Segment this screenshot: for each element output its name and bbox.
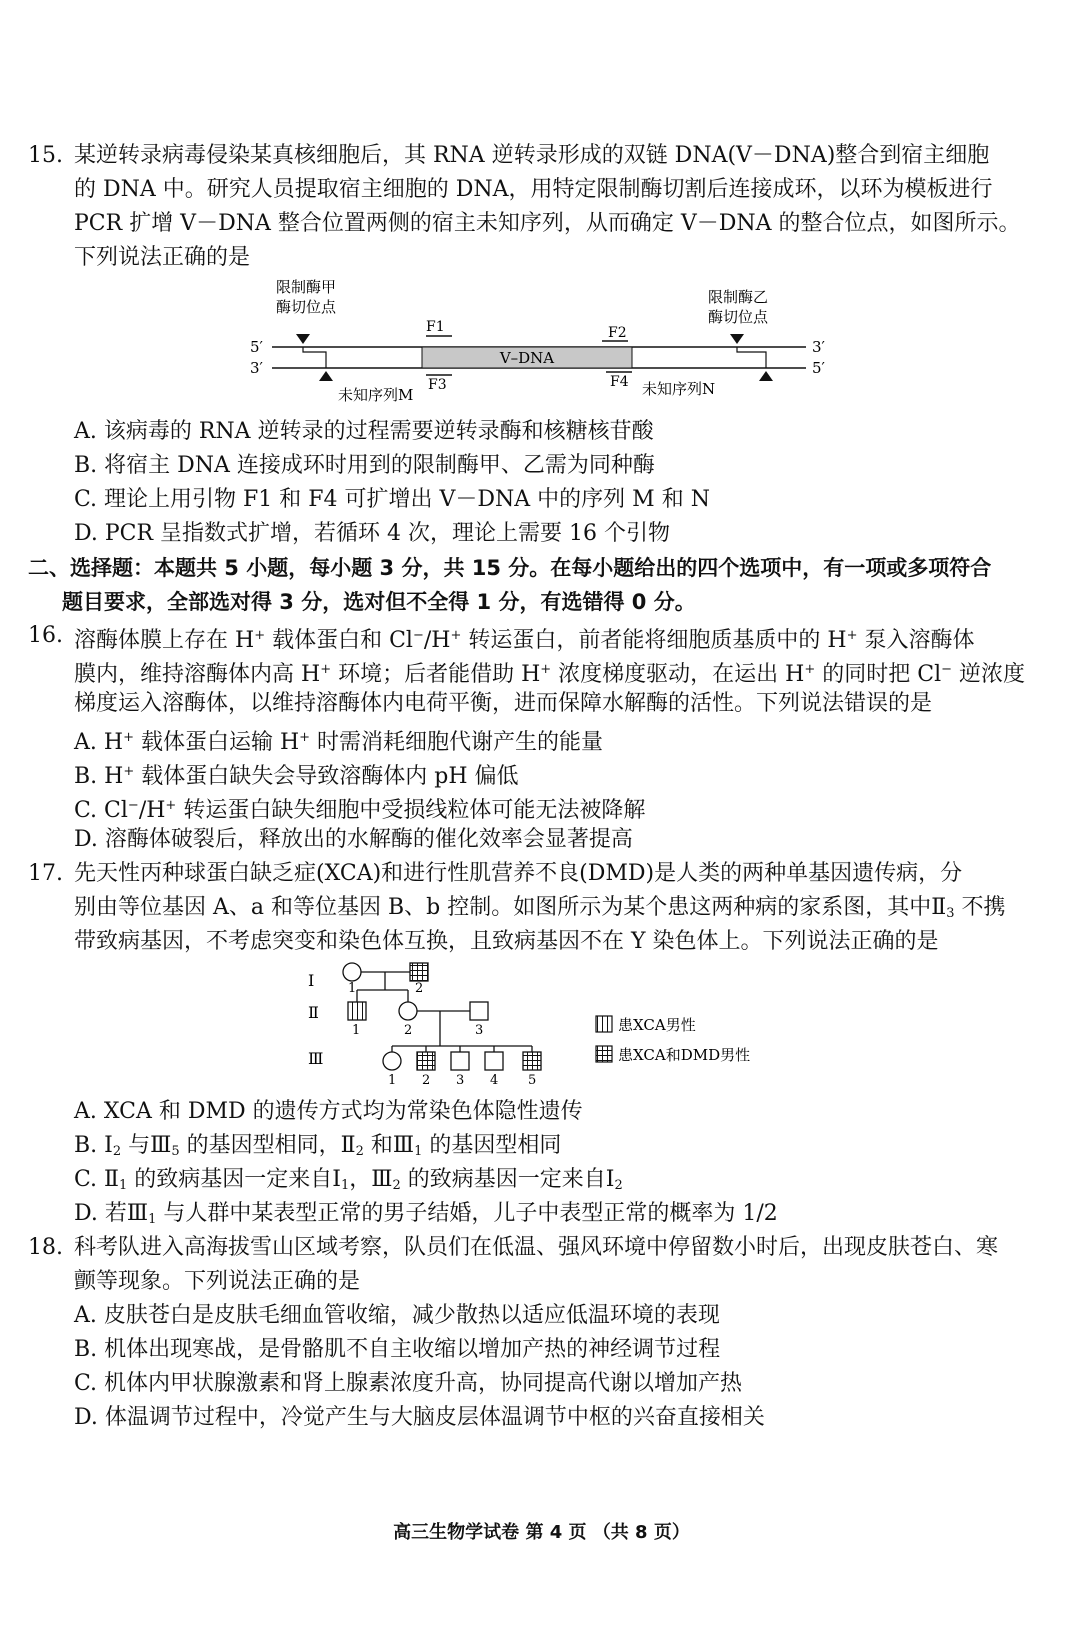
primer-f1-label: F1 <box>426 319 445 335</box>
generation-1-label: Ⅰ <box>308 971 315 990</box>
q18-option-b: B. 机体出现寒战，是骨骼肌不自主收缩以增加产热的神经调节过程 <box>74 1337 721 1362</box>
q18-line-1: 科考队进入高海拔雪山区域考察，队员们在低温、强风环境中停留数小时后，出现皮肤苍白、寒 <box>74 1235 999 1260</box>
q17-option-d: D. 若$Ⅲ_1$ 与人群中某表型正常的男子结婚，儿子中表型正常的概率为 1/2 <box>74 1201 778 1227</box>
q18-line-2: 颤等现象。下列说法正确的是 <box>74 1269 361 1294</box>
q15-line-1: 某逆转录病毒侵染某真核细胞后，其 RNA 逆转录形成的双链 DNA(V－DNA)整合到宿主细胞 <box>74 143 990 168</box>
pedigree-diagram <box>300 958 800 1090</box>
q15-line-4: 下列说法正确的是 <box>74 245 251 270</box>
q18-option-c: C. 机体内甲状腺激素和肾上腺素浓度升高，协同提高代谢以增加产热 <box>74 1371 743 1396</box>
q17-line-2: 别由等位基因 A、a 和等位基因 B、b 控制。如图所示为某个患这两种病的家系图，其中$Ⅱ_3$ 不携 <box>74 895 1006 921</box>
svg-text:2: 2 <box>404 1023 413 1038</box>
strand-bottom-left-label: 3′ <box>250 359 263 377</box>
q18-option-a: A. 皮肤苍白是皮肤毛细血管收缩，减少散热以适应低温环境的表现 <box>74 1303 720 1328</box>
q16-line-1: 溶酶体膜上存在 H+ 载体蛋白和 Cl−/H+ 转运蛋白，前者能将细胞质基质中的 H+ 泵入溶酶体 <box>74 628 975 653</box>
generation-3-label: Ⅲ <box>308 1049 324 1068</box>
svg-text:1: 1 <box>348 981 357 996</box>
question-number-18: 18. <box>28 1235 63 1260</box>
legend-xca-label: 患XCA男性 <box>618 1016 696 1034</box>
q15-option-a: A. 该病毒的 RNA 逆转录的过程需要逆转录酶和核糖核苷酸 <box>74 419 654 444</box>
q16-option-b: B. H+ 载体蛋白缺失会导致溶酶体内 pH 偏低 <box>74 764 519 789</box>
q17-option-b: B. $Ⅰ_2$ 与$Ⅲ_5$ 的基因型相同，$Ⅱ_2$ 和$Ⅲ_1$ 的基因型相同 <box>74 1133 562 1159</box>
q17-option-c: C. $Ⅱ_1$ 的致病基因一定来自$Ⅰ_1$，$Ⅲ_2$ 的致病基因一定来自$Ⅰ_2$ <box>74 1167 623 1193</box>
q17-option-a: A. XCA 和 DMD 的遗传方式均为常染色体隐性遗传 <box>74 1099 583 1124</box>
strand-top-right-label: 3′ <box>812 338 825 356</box>
svg-text:1: 1 <box>388 1073 397 1088</box>
q15-line-3: PCR 扩增 V－DNA 整合位置两侧的宿主未知序列，从而确定 V－DNA 的整合位点，如图所示。 <box>74 211 1021 236</box>
enzyme-a-label-1: 限制酶甲 <box>276 278 337 296</box>
q16-line-2: 膜内，维持溶酶体内高 H+ 环境；后者能借助 H+ 浓度梯度驱动，在运出 H+ 的同时把 Cl− 逆浓度 <box>74 662 1026 687</box>
svg-text:2: 2 <box>422 1073 431 1088</box>
section-2-heading-line-2: 题目要求，全部选对得 3 分，选对但不全得 1 分，有选错得 0 分。 <box>62 590 696 614</box>
vdna-label: V–DNA <box>499 349 555 367</box>
primer-f4-label: F4 <box>610 374 629 390</box>
legend-both-label: 患XCA和DMD男性 <box>618 1046 751 1064</box>
question-number-16: 16. <box>28 623 63 648</box>
svg-text:1: 1 <box>352 1023 361 1038</box>
enzyme-b-label-1: 限制酶乙 <box>708 288 769 306</box>
q15-option-d: D. PCR 呈指数式扩增，若循环 4 次，理论上需要 16 个引物 <box>74 521 670 546</box>
q18-option-d: D. 体温调节过程中，冷觉产生与大脑皮层体温调节中枢的兴奋直接相关 <box>74 1405 765 1430</box>
svg-text:4: 4 <box>490 1073 499 1088</box>
q15-option-c: C. 理论上用引物 F1 和 F4 可扩增出 V－DNA 中的序列 M 和 N <box>74 487 710 512</box>
strand-bottom-right-label: 5′ <box>812 359 825 377</box>
q16-option-a: A. H+ 载体蛋白运输 H+ 时需消耗细胞代谢产生的能量 <box>74 730 604 755</box>
vdna-integration-diagram <box>240 278 840 408</box>
svg-text:5: 5 <box>528 1073 537 1088</box>
question-number-17: 17. <box>28 861 63 886</box>
q17-line-3: 带致病基因，不考虑突变和染色体互换，且致病基因不在 Y 染色体上。下列说法正确的是 <box>74 929 939 954</box>
svg-text:2: 2 <box>415 981 424 996</box>
primer-f3-label: F3 <box>428 377 447 393</box>
question-number-15: 15. <box>28 143 63 168</box>
q16-option-d: D. 溶酶体破裂后，释放出的水解酶的催化效率会显著提高 <box>74 827 633 852</box>
q16-option-c: C. Cl−/H+ 转运蛋白缺失细胞中受损线粒体可能无法被降解 <box>74 798 646 823</box>
enzyme-a-label-2: 酶切位点 <box>276 298 337 316</box>
q17-line-1: 先天性丙种球蛋白缺乏症(XCA)和进行性肌营养不良(DMD)是人类的两种单基因遗传病，分 <box>74 861 963 886</box>
generation-2-label: Ⅱ <box>308 1003 319 1022</box>
svg-text:3: 3 <box>475 1023 484 1038</box>
strand-top-left-label: 5′ <box>250 338 263 356</box>
primer-f2-label: F2 <box>608 325 627 341</box>
svg-text:3: 3 <box>456 1073 465 1088</box>
section-2-heading-line-1: 二、选择题：本题共 5 小题，每小题 3 分，共 15 分。在每小题给出的四个选项中，有一项或多项符合 <box>28 556 992 580</box>
unknown-seq-n-label: 未知序列N <box>642 380 716 398</box>
q16-line-3: 梯度运入溶酶体，以维持溶酶体内电荷平衡，进而保障水解酶的活性。下列说法错误的是 <box>74 691 933 716</box>
q15-option-b: B. 将宿主 DNA 连接成环时用到的限制酶甲、乙需为同种酶 <box>74 453 655 478</box>
enzyme-b-label-2: 酶切位点 <box>708 308 769 326</box>
unknown-seq-m-label: 未知序列M <box>338 386 414 404</box>
page-footer: 高三生物学试卷 第 4 页 （共 8 页） <box>393 1522 690 1543</box>
q15-line-2: 的 DNA 中。研究人员提取宿主细胞的 DNA，用特定限制酶切割后连接成环，以环为模板进行 <box>74 177 993 202</box>
